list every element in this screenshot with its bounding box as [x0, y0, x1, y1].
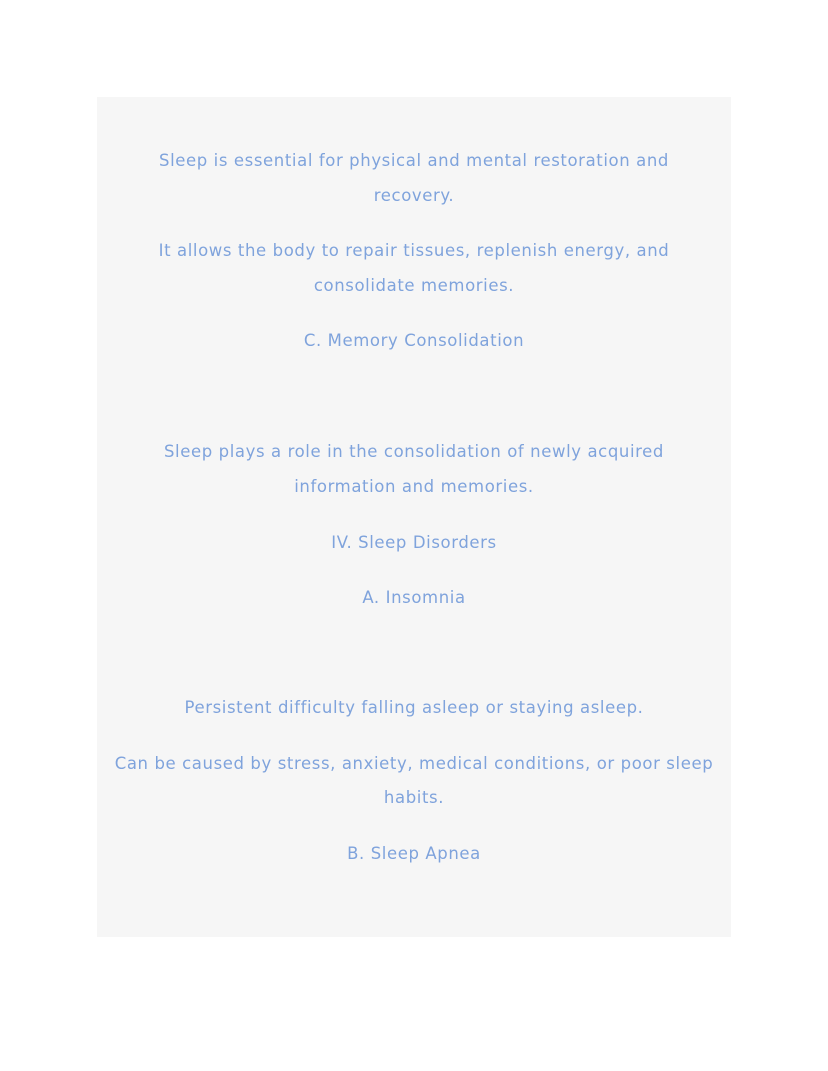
paragraph-body-repair-line-1: It allows the body to repair tissues, replenish energy, and [158, 241, 670, 260]
heading-insomnia: A. Insomnia [362, 588, 466, 607]
paragraph-consolidation-line-2: information and memories. [294, 477, 534, 496]
paragraph-insomnia-causes-line-2: habits. [383, 788, 445, 807]
document-page [97, 97, 731, 937]
paragraph-insomnia-causes-line-1: Can be caused by stress, anxiety, medical conditions, or poor sleep [114, 754, 714, 773]
paragraph-body-repair-line-2: consolidate memories. [313, 276, 515, 295]
paragraph-sleep-essential-line-2: recovery. [373, 186, 455, 205]
paragraph-consolidation-line-1: Sleep plays a role in the consolidation of newly acquired [163, 442, 665, 461]
heading-sleep-disorders: IV. Sleep Disorders [331, 533, 497, 552]
heading-sleep-apnea: B. Sleep Apnea [347, 844, 481, 863]
paragraph-sleep-essential-line-1: Sleep is essential for physical and mental restoration and [159, 151, 669, 170]
paragraph-insomnia-definition: Persistent difficulty falling asleep or staying asleep. [184, 698, 644, 717]
heading-memory-consolidation: C. Memory Consolidation [303, 331, 525, 350]
